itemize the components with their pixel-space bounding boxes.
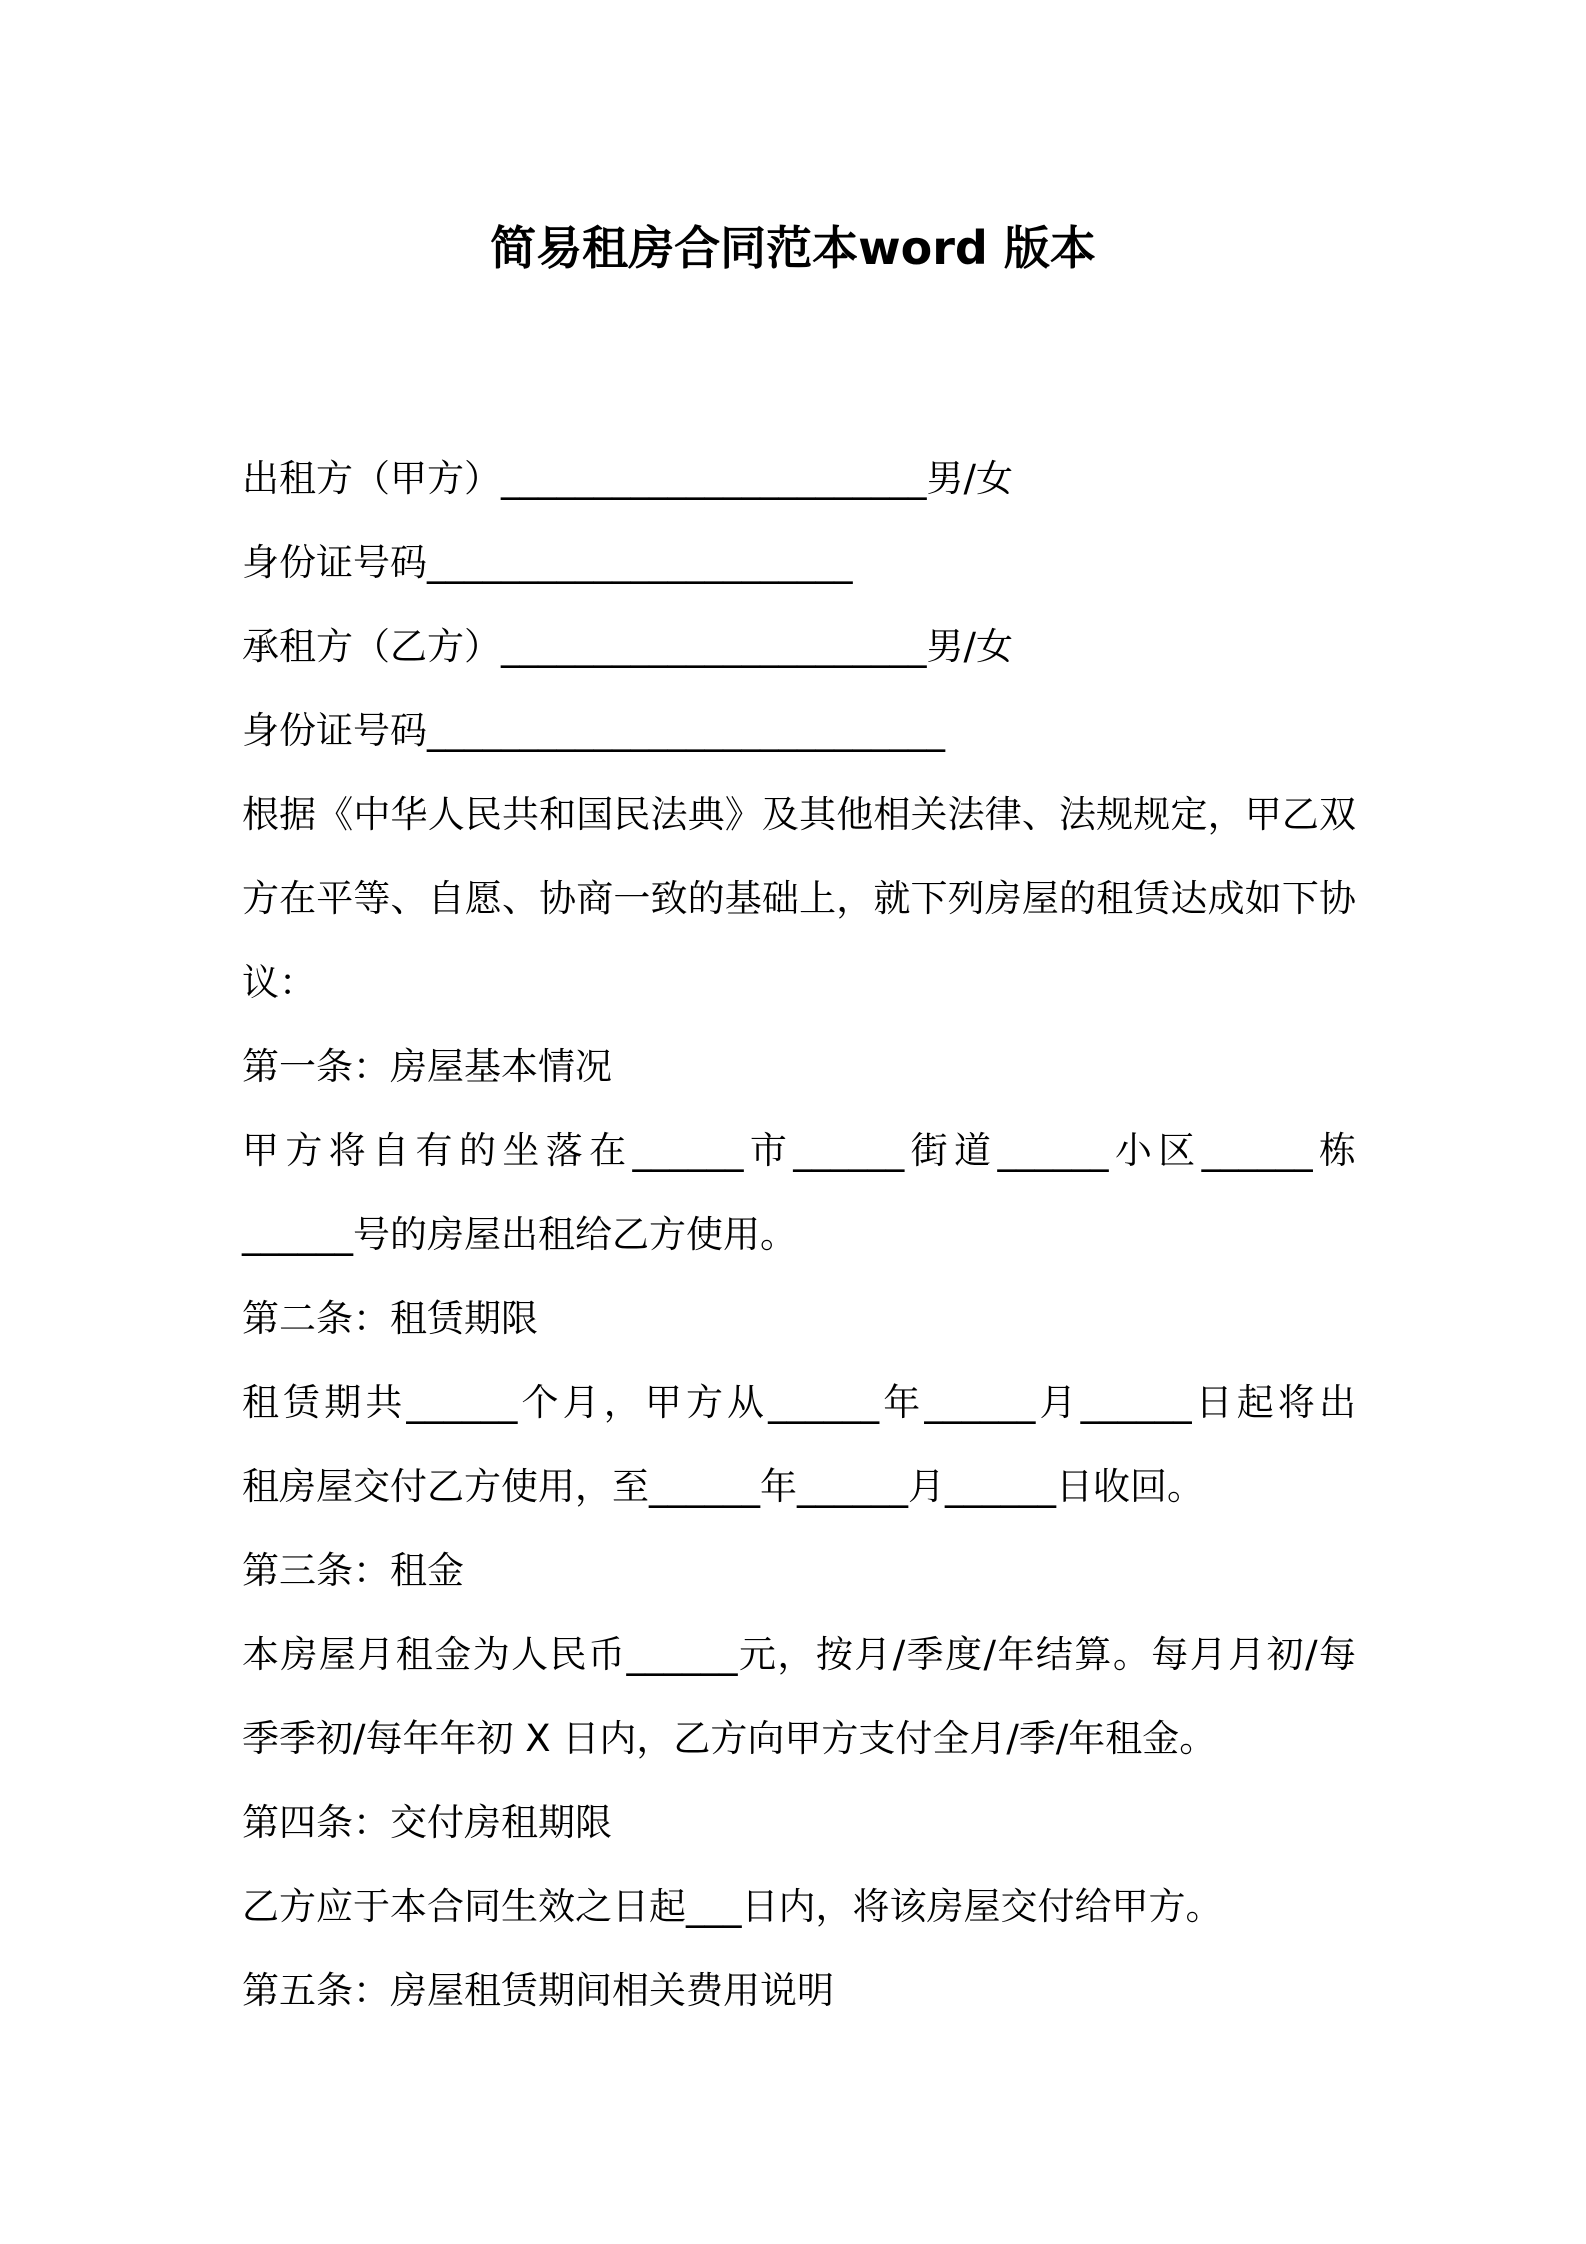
paragraph-line: 乙方应于本合同生效之日起___日内，将该房屋交付给甲方。 xyxy=(242,1885,1223,1928)
document-title: 简易租房合同范本word 版本 xyxy=(490,221,1096,275)
paragraph-line: 季季初/每年年初 X 日内，乙方向甲方支付全月/季/年租金。 xyxy=(242,1717,1217,1760)
paragraph-line: 租房屋交付乙方使用，至______年______月______日收回。 xyxy=(242,1465,1204,1508)
section-heading: 第一条：房屋基本情况 xyxy=(242,1045,612,1088)
section-heading: 第二条：租赁期限 xyxy=(242,1297,538,1340)
form-field-line: 身份证号码____________________________ xyxy=(242,709,945,752)
form-field-line: 身份证号码_______________________ xyxy=(242,541,853,584)
document-body xyxy=(242,437,1356,2033)
form-field-line: 出租方（甲方）_______________________男/女 xyxy=(242,457,1013,500)
paragraph-line: 租赁期共______个月，甲方从______年______月______日起将出 xyxy=(242,1381,1356,1424)
section-heading: 第四条：交付房租期限 xyxy=(242,1801,612,1844)
paragraph-line: 本房屋月租金为人民币______元，按月/季度/年结算。每月月初/每 xyxy=(242,1633,1356,1676)
section-heading: 第五条：房屋租赁期间相关费用说明 xyxy=(242,1969,834,2012)
paragraph-line: 甲方将自有的坐落在______市______街道______小区______栋 xyxy=(242,1129,1356,1172)
paragraph-line: 议： xyxy=(242,961,316,1004)
form-field-line: 承租方（乙方）_______________________男/女 xyxy=(242,625,1013,668)
paragraph-line: 方在平等、自愿、协商一致的基础上，就下列房屋的租赁达成如下协 xyxy=(242,877,1356,920)
paragraph-line: 根据《中华人民共和国民法典》及其他相关法律、法规规定，甲乙双 xyxy=(242,793,1356,836)
section-heading: 第三条：租金 xyxy=(242,1549,464,1592)
paragraph-line: ______号的房屋出租给乙方使用。 xyxy=(242,1213,797,1256)
